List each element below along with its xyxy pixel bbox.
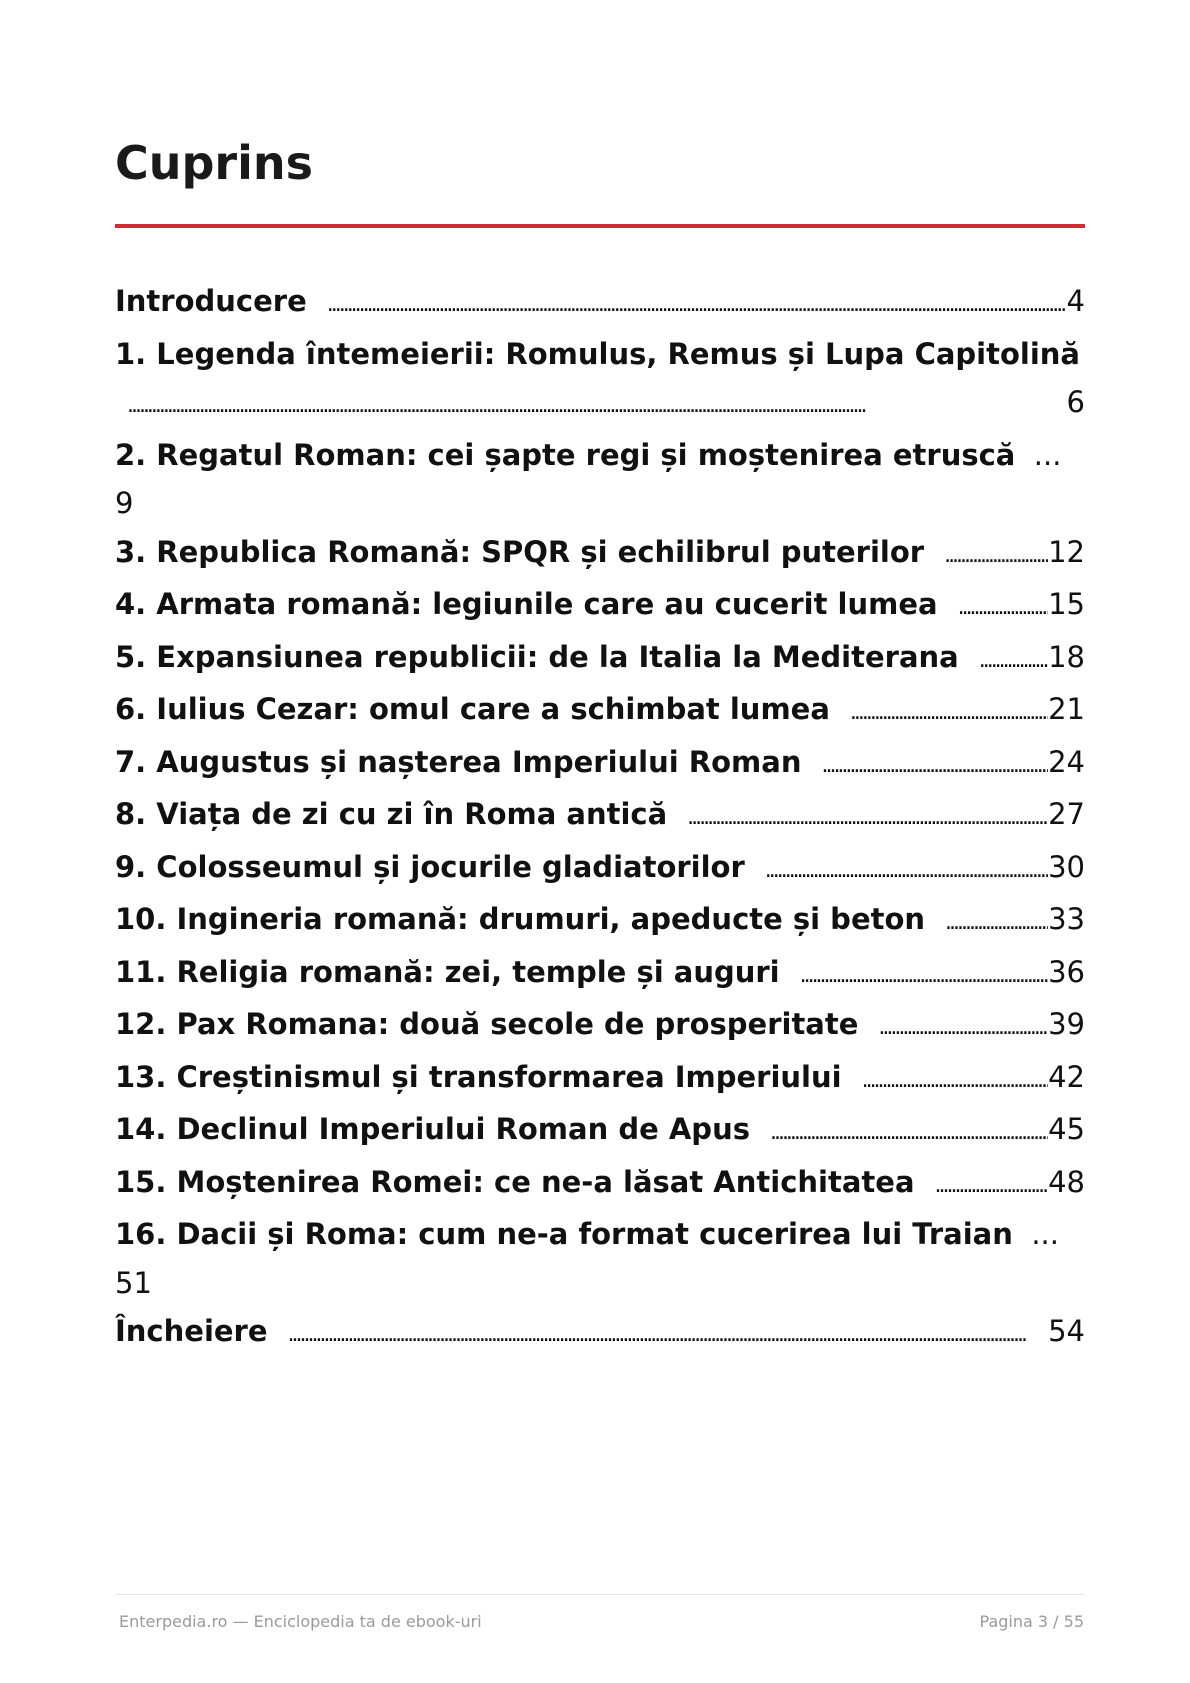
toc-entry-12[interactable] — [115, 1000, 1085, 1053]
toc-leader-dots — [842, 1053, 1049, 1106]
toc-entry-page: 48 — [1048, 1164, 1085, 1199]
toc-entry-title: 10. Ingineria romană: drumuri, apeducte și beton — [115, 902, 926, 936]
toc-entry-page: 9 — [115, 486, 134, 520]
toc-leader-dots: ... — [1012, 1217, 1059, 1251]
toc-entry-title: 5. Expansiunea republicii: de la Italia la Mediterana — [115, 639, 959, 674]
toc-entry-page: 33 — [1048, 902, 1085, 936]
toc-entry-6[interactable] — [115, 685, 1085, 738]
toc-entry-10[interactable] — [115, 895, 1085, 948]
toc-entry-16[interactable] — [115, 1210, 1085, 1307]
footer-site-name: Enterpedia.ro — Enciclopedia ta de ebook-uri — [119, 1612, 482, 1631]
table-of-contents — [115, 277, 1085, 1360]
toc-leader-dots — [830, 685, 1048, 738]
toc-entry-incheiere[interactable] — [115, 1307, 1085, 1360]
toc-leader-dots — [925, 895, 1048, 948]
toc-leader-dots — [915, 1158, 1049, 1211]
toc-entry-3[interactable] — [115, 528, 1085, 581]
toc-entry-page: 39 — [1048, 1007, 1085, 1041]
toc-entry-title: 2. Regatul Roman: cei șapte regi și moștenirea etruscă — [115, 437, 1016, 472]
toc-entry-title: 8. Viața de zi cu zi în Roma antică — [115, 797, 668, 831]
footer-page-number: Pagina 3 / 55 — [979, 1612, 1084, 1631]
title-divider — [115, 224, 1085, 228]
page-title: Cuprins — [115, 136, 314, 190]
toc-entry-page: 45 — [1048, 1112, 1085, 1146]
toc-leader-dots — [115, 378, 1067, 431]
toc-entry-title: Introducere — [115, 284, 307, 318]
toc-leader-dots — [801, 738, 1048, 791]
toc-leader-dots: ... — [1015, 437, 1062, 472]
toc-entry-page: 30 — [1048, 849, 1085, 884]
toc-entry-page: 24 — [1048, 744, 1085, 779]
toc-entry-page: 6 — [1066, 385, 1085, 419]
toc-entry-5[interactable] — [115, 633, 1085, 686]
toc-entry-title: 16. Dacii și Roma: cum ne-a format cucerirea lui Traian — [115, 1217, 1013, 1251]
toc-entry-introducere[interactable] — [115, 277, 1085, 330]
toc-entry-title: 12. Pax Romana: două secole de prosperitate — [115, 1007, 859, 1041]
toc-entry-13[interactable] — [115, 1053, 1085, 1106]
toc-entry-2[interactable] — [115, 431, 1085, 528]
toc-entry-title: 6. Iulius Cezar: omul care a schimbat lumea — [115, 692, 830, 726]
toc-leader-dots — [750, 1105, 1048, 1158]
toc-entry-page: 54 — [1048, 1314, 1085, 1348]
toc-entry-8[interactable] — [115, 790, 1085, 843]
toc-entry-page: 51 — [115, 1265, 152, 1300]
toc-entry-page: 27 — [1048, 797, 1085, 831]
toc-leader-dots — [858, 1000, 1048, 1053]
toc-leader-dots — [667, 790, 1048, 843]
toc-entry-7[interactable] — [115, 738, 1085, 791]
toc-entry-title: 14. Declinul Imperiului Roman de Apus — [115, 1112, 750, 1146]
toc-entry-page: 12 — [1048, 534, 1085, 569]
toc-entry-title: 1. Legenda întemeierii: Romulus, Remus și Lupa Capitolină — [115, 336, 1081, 371]
toc-leader-dots — [938, 580, 1049, 633]
toc-leader-dots — [780, 948, 1048, 1001]
footer-divider — [115, 1594, 1085, 1595]
toc-entry-title: 11. Religia romană: zei, temple și auguri — [115, 954, 780, 989]
toc-entry-page: 15 — [1048, 587, 1085, 621]
toc-entry-title: 9. Colosseumul și jocurile gladiatorilor — [115, 849, 745, 884]
toc-leader-dots — [268, 1307, 1049, 1360]
toc-entry-page: 42 — [1048, 1059, 1085, 1094]
toc-entry-14[interactable] — [115, 1105, 1085, 1158]
toc-entry-page: 36 — [1048, 954, 1085, 989]
toc-entry-4[interactable] — [115, 580, 1085, 633]
toc-leader-dots — [959, 633, 1048, 686]
toc-leader-dots — [307, 277, 1067, 330]
toc-entry-title: 13. Creștinismul și transformarea Imperiului — [115, 1059, 842, 1094]
toc-entry-15[interactable] — [115, 1158, 1085, 1211]
toc-entry-title: 7. Augustus și nașterea Imperiului Roman — [115, 744, 802, 779]
toc-entry-title: Încheiere — [115, 1314, 268, 1348]
toc-entry-11[interactable] — [115, 948, 1085, 1001]
toc-entry-title: 15. Moștenirea Romei: ce ne-a lăsat Antichitatea — [115, 1164, 915, 1199]
toc-entry-title: 4. Armata romană: legiunile care au cucerit lumea — [115, 587, 938, 621]
toc-entry-page: 4 — [1066, 284, 1085, 318]
toc-entry-title: 3. Republica Romană: SPQR și echilibrul puterilor — [115, 534, 925, 569]
toc-entry-page: 21 — [1048, 692, 1085, 726]
toc-leader-dots — [745, 843, 1048, 896]
toc-entry-1[interactable] — [115, 330, 1085, 431]
toc-entry-9[interactable] — [115, 843, 1085, 896]
toc-leader-dots — [924, 528, 1048, 581]
toc-entry-page: 18 — [1048, 639, 1085, 674]
